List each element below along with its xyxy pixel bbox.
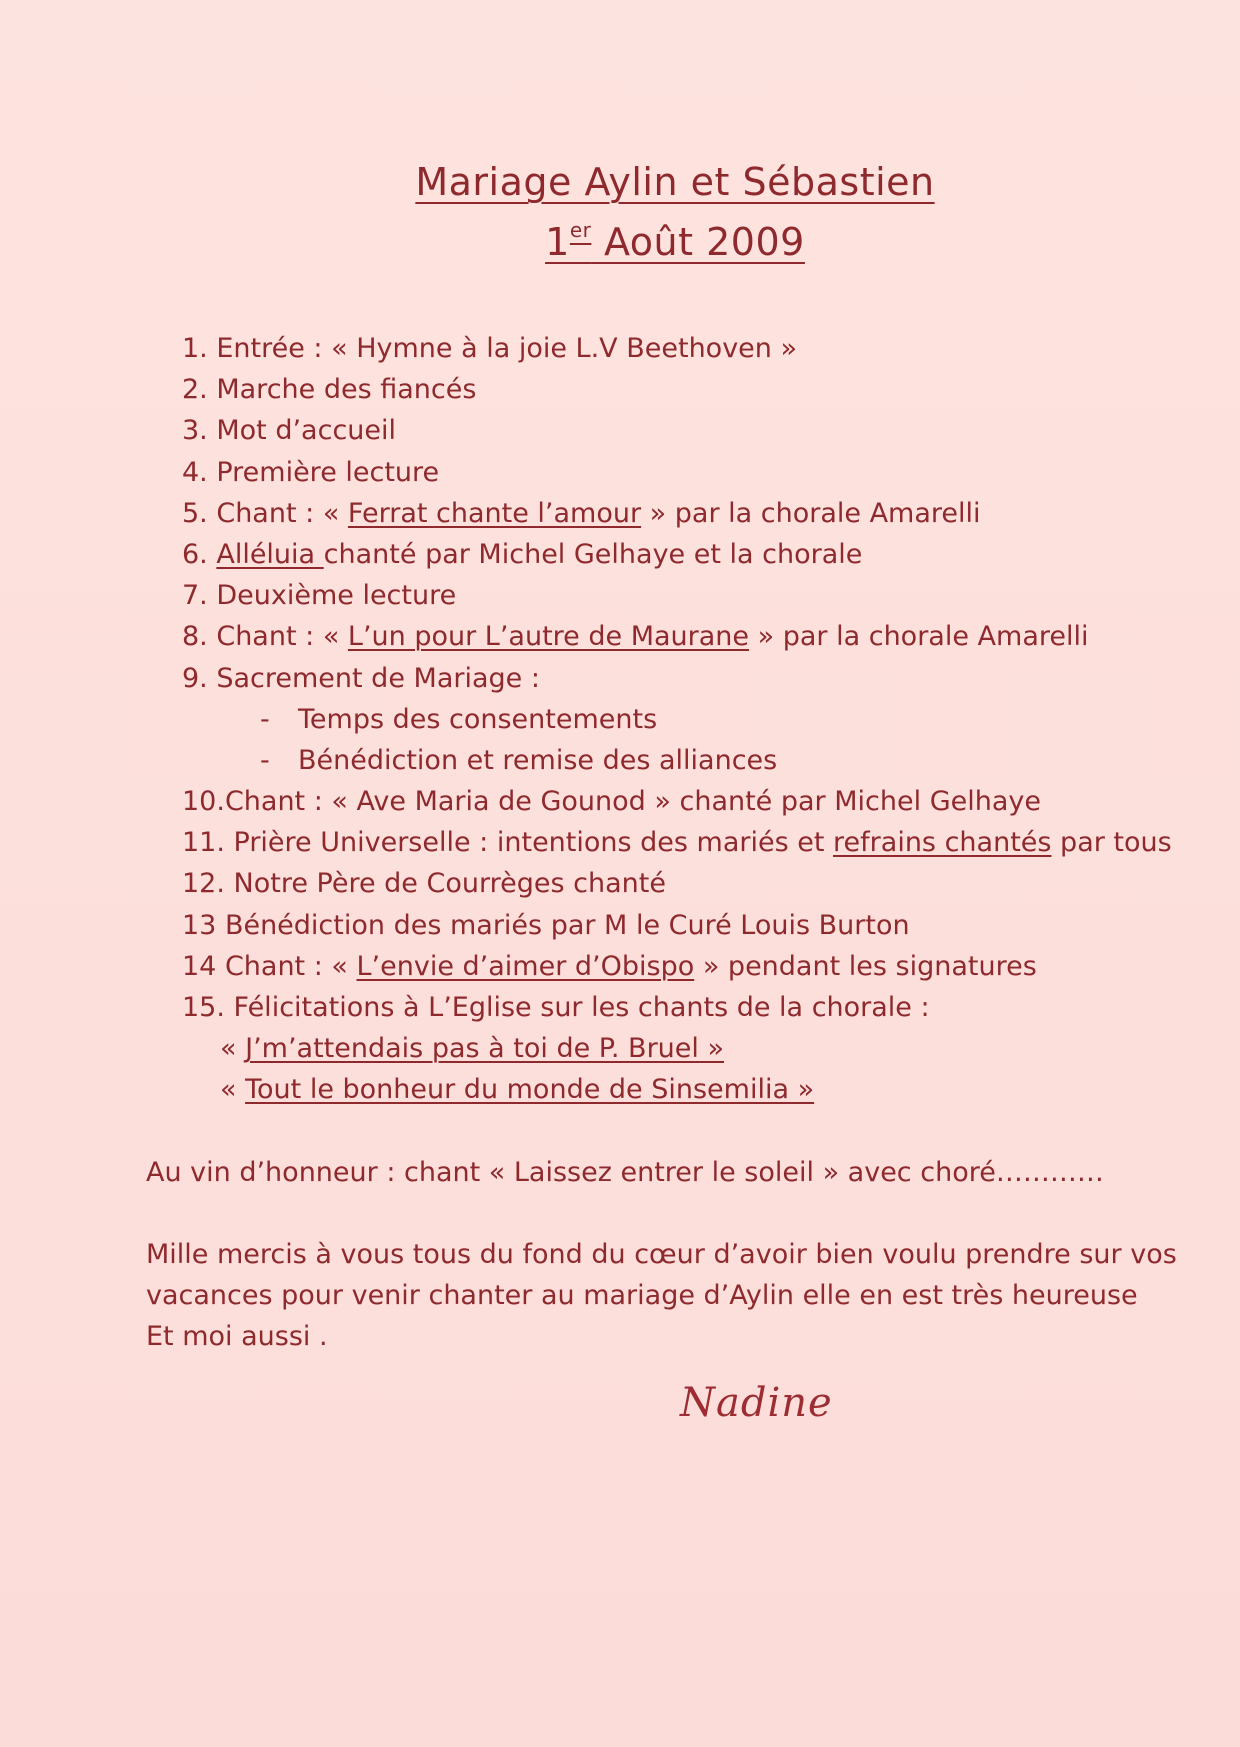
song-title: L’envie d’aimer d’Obispo <box>356 950 695 982</box>
program-sub-item <box>182 740 1172 781</box>
program-item: 7. Deuxième lecture <box>182 580 457 612</box>
program-item: 13 Bénédiction des mariés par M le Curé Louis Burton <box>182 909 910 941</box>
title-line-2 <box>0 218 1240 264</box>
program-item <box>182 616 1172 657</box>
title-date <box>545 220 805 264</box>
song-quote <box>182 1069 1172 1110</box>
program-item: 9. Sacrement de Mariage : <box>182 662 540 694</box>
song-title: Ferrat chante l’amour <box>347 497 642 529</box>
title-line-1 <box>0 160 1240 204</box>
item-text: Temps des consentements <box>298 703 658 735</box>
song-title: Tout le bonheur du monde de Sinsemilia » <box>245 1074 815 1106</box>
signature: Nadine <box>680 1380 833 1426</box>
item-text: Bénédiction et remise des alliances <box>298 744 778 776</box>
song-quote <box>182 1028 1172 1069</box>
item-text: par tous <box>1051 827 1172 859</box>
thanks-line-3: Et moi aussi . <box>146 1321 328 1352</box>
program-sub-item <box>182 699 1172 740</box>
title-date-day: 1 <box>545 220 570 264</box>
item-text: chanté par Michel Gelhaye et la chorale <box>323 538 863 570</box>
item-text: » pendant les signatures <box>694 950 1037 982</box>
dash-bullet: - <box>260 744 270 776</box>
program-item: 15. Félicitations à L’Eglise sur les chants de la chorale : <box>182 992 930 1023</box>
thanks-paragraph <box>146 1234 1177 1357</box>
program-item <box>182 493 1172 534</box>
dash-bullet: - <box>260 703 270 735</box>
item-text: 5. Chant : « <box>182 497 348 529</box>
item-text: » par la chorale Amarelli <box>749 621 1089 653</box>
ceremony-program-list <box>182 328 1172 1111</box>
item-text: 14 Chant : « <box>182 950 357 982</box>
song-title: refrains chantés <box>833 827 1052 859</box>
vin-honneur-line: Au vin d’honneur : chant « Laissez entrer le soleil » avec choré………… <box>146 1157 1104 1188</box>
program-item <box>182 822 1172 863</box>
title-names: Mariage Aylin et Sébastien <box>415 160 935 204</box>
thanks-line-1: Mille mercis à vous tous du fond du cœur d’avoir bien voulu prendre sur vos <box>146 1239 1177 1270</box>
title-date-rest: Août 2009 <box>591 220 805 264</box>
program-item: 12. Notre Père de Courrèges chanté <box>182 868 666 900</box>
title-date-sup: er <box>569 218 592 242</box>
quote-open: « <box>220 1033 246 1065</box>
program-item: 2. Marche des fiancés <box>182 374 477 406</box>
quote-open: « <box>220 1074 246 1106</box>
item-text: 8. Chant : « <box>182 621 348 653</box>
program-item: 1. Entrée : « Hymne à la joie L.V Beethoven » <box>182 333 798 364</box>
song-title: J’m’attendais pas à toi de P. Bruel » <box>245 1033 724 1065</box>
program-item <box>182 946 1172 987</box>
item-text: 11. Prière Universelle : intentions des mariés et <box>182 827 834 859</box>
program-item: 10.Chant : « Ave Maria de Gounod » chanté par Michel Gelhaye <box>182 786 1041 818</box>
item-text: 6. <box>182 538 217 570</box>
song-title: L’un pour L’autre de Maurane <box>347 621 750 653</box>
program-item: 4. Première lecture <box>182 456 440 488</box>
thanks-line-2: vacances pour venir chanter au mariage d’Aylin elle en est très heureuse <box>146 1280 1138 1311</box>
program-item <box>182 534 1172 575</box>
item-text: » par la chorale Amarelli <box>641 497 981 529</box>
song-title: Alléluia <box>216 538 324 570</box>
program-item: 3. Mot d’accueil <box>182 415 397 447</box>
